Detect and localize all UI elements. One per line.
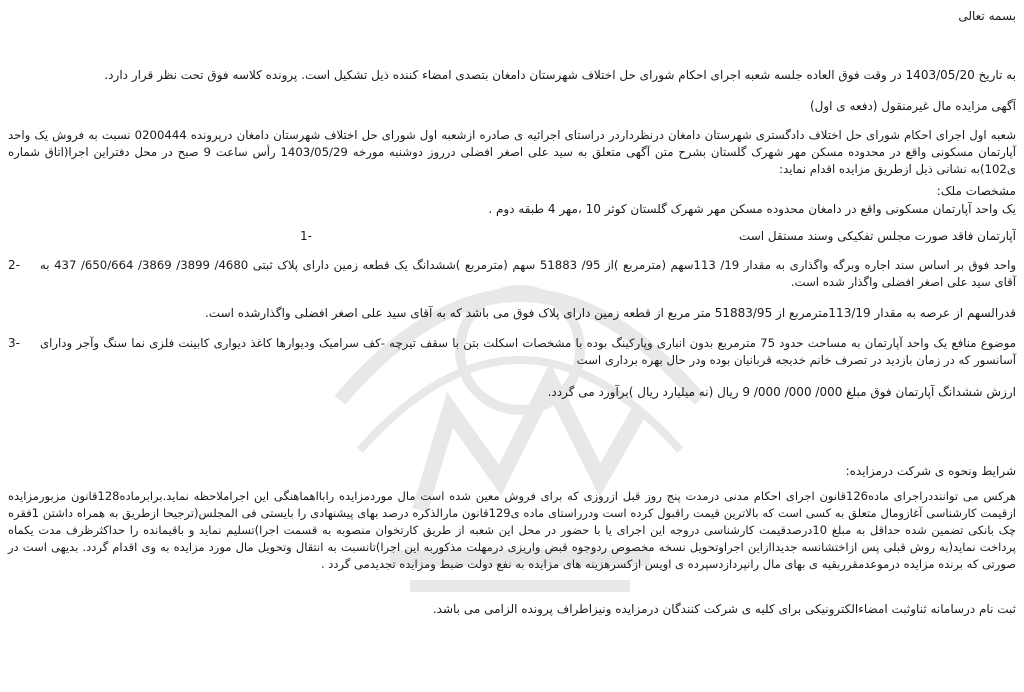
footer-line: ثبت نام درسامانه ثناوثبت امضاءالکترونیکی برای کلیه ی شرکت کنندگان درمزایده ونیزاطراف پرونده الزامی می باشد.	[432, 602, 1016, 616]
notice-title: آگهی مزایده مال غیرمنقول (دفعه ی اول)	[809, 99, 1016, 113]
specs-line: یک واحد آپارتمان مسکونی واقع در دامغان محدوده مسکن مهر شهرک گلستان کوثر 10 ،مهر 4 طبقه دوم .	[488, 202, 1016, 216]
basmala: بسمه تعالی	[958, 9, 1016, 23]
item-3-text: موضوع منافع یک واحد آپارتمان به مساحت حدود 75 مترمربع بدون انباری وپارکینگ بوده با مشخصات اسکلت بتن با سقف تیرچه -کف سرامیک ودیوارها کاغذ دیواری کابینت فلزی نما سنگ وآجر ودارای آسانسور که در زمان بازدید در تصرف خانم خدیجه قربانیان بوده ودر حال بهره برداری است	[40, 336, 1017, 367]
conditions-paragraph: هرکس می تواننددراجرای ماده126قانون اجرای احکام مدنی درمدت پنج روز قبل ازروزی که برای فروش معین شده است مال موردمزایده رابااهماهنگی این اجراملاحظه نماید.برابرماده128قانون مزبورمزایده ازقیمت کارشناسی آغازومال متعلق به کسی است که بالاترین قیمت راقبول کرده است ودرراستای ماده ی129قانون مارالذکره درصد بهای پیشنهادی را بایستی فی المجلس(ترجیحا ازطریق به همراه داشتن 1فقره چک بانکی تضمین شده حداقل به مبلغ 10درصدقیمت کارشناسی دروجه این اجرای یا با حضور در محل این شعبه از طریق کارتخوان منصوبه به قسمت اجرا)تسلیم نماید و باقیمانده را حداکثرظرف مدت یکماه پرداخت نماید(به روش قبلی پس ازاختشانسه جدیداازاین اجراوتحویل نسخه مخصوص ردوجوه قبض واریزی درمهلت مذکوربه این اجرا)تانسبت به انتقال وتحویل مال مورد مزایده به وی اقدام گردد. بدیهی است در صورتی که برنده مزایده درموعدمقرربقیه ی بهای مال رانپردازدسپرده ی اویس ازکسرهزینه های مزایده به نفع دولت ضبط ومزایده تجدیدمی گردد .	[8, 489, 1017, 571]
item-2-text: واحد فوق بر اساس سند اجاره وبرگه واگذاری به مقدار 19/ 113سهم (مترمربع )از 95/ 51883 سهم (مترمربع )ششدانگ یک قطعه زمین دارای پلاک ثبتی 4680/ 3899/ 3869/ 650/664/ 437 به آقای سید علی اصغر افضلی واگذار شده است.	[40, 258, 1017, 289]
item-1-text: آپارتمان فاقد صورت مجلس تفکیکی وسند مستقل است	[738, 229, 1016, 243]
share-paragraph: قدرالسهم از عرصه به مقدار 113/19مترمربع از 51883/95 متر مربع از قطعه زمین دارای پلاک فوق می باشد که به آقای سید علی اصغر افضلی واگذارشده است.	[204, 306, 1016, 320]
specs-title: مشخصات ملک:	[936, 184, 1016, 198]
valuation-line: ارزش ششدانگ آپارتمان فوق مبلغ 000/ 000/ 000/ 9 ریال (نه میلیارد ریال )برآورد می گردد.	[547, 385, 1016, 399]
item-2-number: 2-	[8, 258, 20, 272]
main-paragraph: شعبه اول اجرای احکام شورای حل اختلاف دادگستری شهرستان دامغان درنظرداردر دراستای اجرائیه ی صادره ازشعبه اول شورای حل اختلاف شهرستان دامغان درپرونده 0200444 نسبت به فروش یک واحد آپارتمان مسکونی واقع در محدوده مسکن مهر شهرک گلستان بشرح متن آگهی متعلق به سید علی اصغر افضلی درروز دوشنبه مورخه 1403/05/29 رأس ساعت 9 صبح در محل دفتراین اجرا(اتاق شماره ی102)به نشانی ذیل ازطریق مزایده اقدام نماید:	[8, 128, 1016, 176]
conditions-title: شرایط ونحوه ی شرکت درمزایده:	[845, 464, 1016, 478]
intro-line: به تاریخ 1403/05/20 در وقت فوق العاده جلسه شعبه اجرای احکام شورای حل اختلاف شهرستان دامغان بتصدی امضاء کننده ذیل تشکیل است. پرونده کلاسه فوق تحت نظر قرار دارد.	[104, 68, 1016, 82]
item-1-number: 1-	[300, 229, 312, 243]
item-3-number: 3-	[8, 336, 20, 350]
